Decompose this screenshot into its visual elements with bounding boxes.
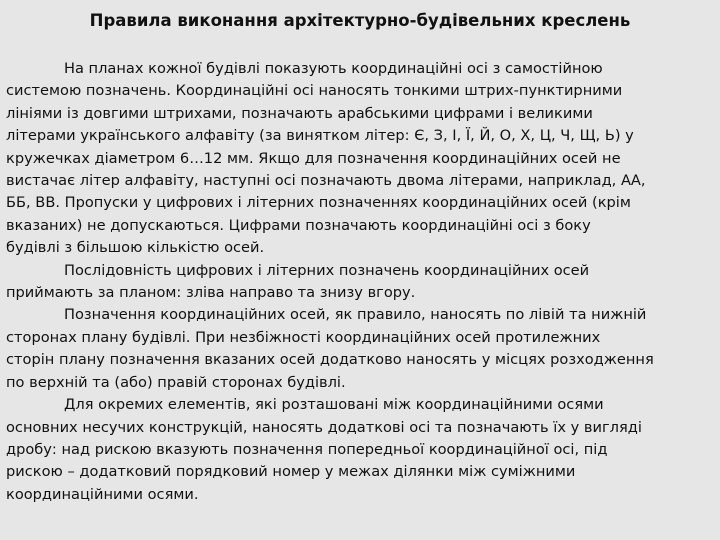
body-text	[6, 58, 718, 506]
text-line: сторін плану позначення вказаних осей додатково наносять у місцях розходження	[6, 351, 654, 369]
text-line: приймають за планом: зліва направо та знизу вгору.	[6, 284, 416, 302]
paragraph-2	[6, 260, 718, 305]
text-line: ББ, ВВ. Пропуски у цифрових і літерних позначеннях координаційних осей (крім	[6, 194, 631, 212]
text-line: лініями із довгими штрихами, позначають арабськими цифрами і великими	[6, 104, 593, 122]
text-line: сторонах плану будівлі. При незбіжності координаційних осей протилежних	[6, 328, 601, 346]
paragraph-1	[6, 58, 718, 260]
text-line: літерами українського алфавіту (за винятком літер: Є, З, І, Ї, Й, О, Х, Ц, Ч, Щ, Ь) у	[6, 127, 634, 145]
text-line: основних несучих конструкцій, наносять додаткові осі та позначають їх у вигляді	[6, 418, 642, 436]
text-line: системою позначень. Координаційні осі наносять тонкими штрих-пунктирними	[6, 82, 623, 100]
text-line: На планах кожної будівлі показують координаційні осі з самостійною	[64, 60, 603, 77]
page-title: Правила виконання архітектурно-будівельних креслень	[89, 11, 631, 30]
text-line: вказаних) не допускаються. Цифрами позначають координаційні осі з боку	[6, 216, 591, 234]
text-line: координаційними осями.	[6, 485, 199, 503]
text-line: рискою – додатковий порядковий номер у межах ділянки між суміжними	[6, 463, 576, 481]
text-line: по верхній та (або) правій сторонах будівлі.	[6, 373, 346, 391]
text-line: кружечках діаметром 6…12 мм. Якщо для позначення координаційних осей не	[6, 149, 621, 167]
text-line: Послідовність цифрових і літерних позначень координаційних осей	[64, 261, 590, 279]
text-line: дробу: над рискою вказують позначення попередньої координаційної осі, під	[6, 440, 608, 458]
text-line: будівлі з більшою кількістю осей.	[6, 239, 265, 257]
text-line: вистачає літер алфавіту, наступні осі позначають двома літерами, наприклад, АА,	[6, 172, 646, 190]
paragraph-4	[6, 394, 718, 506]
text-line: Для окремих елементів, які розташовані між координаційними осями	[64, 396, 604, 414]
text-line: Позначення координаційних осей, як правило, наносять по лівій та нижній	[64, 306, 647, 324]
paragraph-3	[6, 304, 718, 394]
